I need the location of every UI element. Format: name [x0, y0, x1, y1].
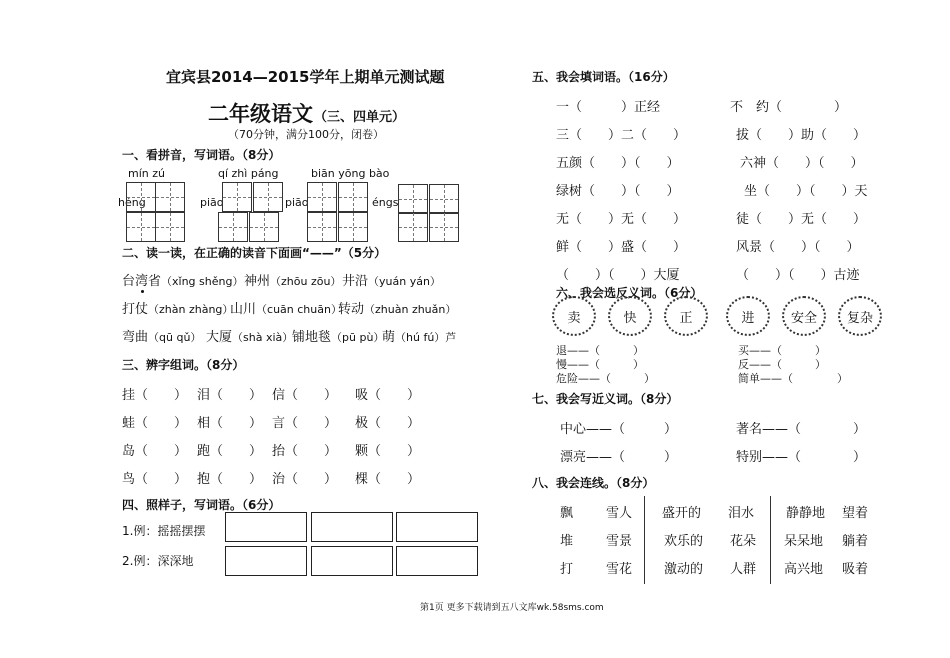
antonym-item: 退——（ ）: [556, 344, 644, 357]
pron-word: 台湾省（xǐng shěng）: [122, 274, 244, 289]
match-word[interactable]: 激动的: [664, 562, 704, 577]
pinyin-4: héng: [118, 196, 146, 209]
char-item: 蛙（ ）: [122, 416, 188, 431]
example-2: 2.例：深深地: [122, 554, 194, 568]
synonym-item: 特别——（ ）: [736, 450, 867, 465]
pron-word: 神州（zhōu zōu）: [244, 274, 342, 289]
char-item: 泪（ ）: [197, 388, 263, 403]
writing-box[interactable]: [429, 184, 459, 214]
antonym-item: 反——（ ）: [738, 358, 826, 371]
writing-box[interactable]: [307, 182, 337, 212]
char-item: 鸟（ ）: [122, 472, 188, 487]
char-item: 跑（ ）: [197, 444, 263, 459]
writing-box[interactable]: [429, 212, 459, 242]
fill-item: 绿树（ ）（ ）: [556, 184, 680, 199]
antonym-item: 危险——（ ）: [556, 372, 655, 385]
pinyin-7: éngs: [372, 196, 399, 209]
match-word[interactable]: 人群: [730, 562, 757, 577]
match-word[interactable]: 呆呆地: [784, 534, 824, 549]
flower-word: 快: [608, 296, 652, 336]
fill-item: 鲜（ ）盛（ ）: [556, 240, 687, 255]
pron-word: 萌（hú fú）芦: [382, 330, 457, 345]
char-item: 抬（ ）: [272, 444, 338, 459]
pron-word: 打仗（zhàn zhàng）: [122, 302, 234, 317]
column-divider: [644, 496, 645, 584]
flower-word: 进: [726, 296, 770, 336]
writing-box[interactable]: [338, 212, 368, 242]
char-item: 抱（ ）: [197, 472, 263, 487]
writing-box[interactable]: [398, 212, 428, 242]
char-item: 岛（ ）: [122, 444, 188, 459]
fill-item: 不 约（ ）: [730, 100, 848, 115]
section-5-heading: 五、我会填词语。（16分）: [532, 70, 675, 84]
writing-box[interactable]: [249, 212, 279, 242]
match-word[interactable]: 静静地: [786, 506, 826, 521]
writing-box[interactable]: [126, 182, 156, 212]
section-7-heading: 七、我会写近义词。（8分）: [532, 392, 679, 406]
match-word[interactable]: 飘: [560, 506, 574, 521]
exam-title: 宜宾县2014—2015学年上期单元测试题: [166, 68, 445, 86]
pinyin-1: mín zú: [128, 167, 165, 180]
writing-box[interactable]: [155, 182, 185, 212]
answer-box[interactable]: [311, 512, 393, 542]
pinyin-5: piāo: [200, 196, 224, 209]
answer-box[interactable]: [311, 546, 393, 576]
writing-box[interactable]: [338, 182, 368, 212]
antonym-item: 简单——（ ）: [738, 372, 848, 385]
fill-item: 无（ ）无（ ）: [556, 212, 687, 227]
grade-subject: 二年级语文: [208, 102, 313, 126]
char-item: 极（ ）: [355, 416, 421, 431]
exam-info: （70分钟，满分100分，闭卷）: [228, 128, 384, 141]
match-word[interactable]: 打: [560, 562, 574, 577]
pron-word: 弯曲（qū qǔ）: [122, 330, 202, 345]
pinyin-2: qí zhì páng: [218, 167, 279, 180]
answer-box[interactable]: [225, 512, 307, 542]
page-footer: 第1页 更多下载请到五八文库wk.58sms.com: [420, 603, 604, 613]
fill-item: 六神（ ）（ ）: [740, 156, 864, 171]
flower-word: 复杂: [838, 296, 882, 336]
match-word[interactable]: 盛开的: [662, 506, 702, 521]
match-word[interactable]: 吸着: [842, 562, 869, 577]
match-word[interactable]: 躺着: [842, 534, 869, 549]
char-item: 信（ ）: [272, 388, 338, 403]
units-label: （三、四单元）: [314, 110, 406, 125]
pron-word: 井沿（yuán yán）: [342, 274, 441, 289]
match-word[interactable]: 高兴地: [784, 562, 824, 577]
section-6-heading: 六、我会选反义词。（6分）: [556, 286, 703, 300]
fill-item: 坐（ ）（ ）天: [744, 184, 868, 199]
section-3-heading: 三、辨字组词。（8分）: [122, 358, 245, 372]
fill-item: 一（ ）正经: [556, 100, 661, 115]
char-item: 棵（ ）: [355, 472, 421, 487]
synonym-item: 中心——（ ）: [560, 422, 678, 437]
flower-word: 正: [664, 296, 708, 336]
char-item: 颗（ ）: [355, 444, 421, 459]
writing-box[interactable]: [126, 212, 156, 242]
answer-box[interactable]: [225, 546, 307, 576]
match-word[interactable]: 雪景: [606, 534, 633, 549]
fill-item: 五颜（ ）（ ）: [556, 156, 680, 171]
char-item: 挂（ ）: [122, 388, 188, 403]
match-word[interactable]: 望着: [842, 506, 869, 521]
pinyin-3: biān yōng bào: [311, 167, 390, 180]
writing-box[interactable]: [307, 212, 337, 242]
match-word[interactable]: 雪花: [606, 562, 633, 577]
match-word[interactable]: 泪水: [728, 506, 755, 521]
fill-item: 徒（ ）无（ ）: [736, 212, 867, 227]
pron-word: 山川（cuān chuān）: [230, 302, 342, 317]
pinyin-6: piāo: [285, 196, 309, 209]
antonym-item: 慢——（ ）: [556, 358, 644, 371]
pron-word: 铺地毯（pū pù）: [292, 330, 385, 345]
match-word[interactable]: 堆: [560, 534, 574, 549]
char-item: 言（ ）: [272, 416, 338, 431]
fill-item: 三（ ）二（ ）: [556, 128, 687, 143]
section-4-heading: 四、照样子，写词语。（6分）: [122, 498, 281, 512]
writing-box[interactable]: [218, 212, 248, 242]
answer-box[interactable]: [396, 546, 478, 576]
flower-word: 安全: [782, 296, 826, 336]
column-divider: [770, 496, 771, 584]
section-1-heading: 一、看拼音，写词语。（8分）: [122, 148, 281, 162]
antonym-item: 买——（ ）: [738, 344, 826, 357]
section-8-heading: 八、我会连线。（8分）: [532, 476, 655, 490]
fill-item: （ ）（ ）大厦: [556, 268, 680, 283]
match-word[interactable]: 雪人: [606, 506, 633, 521]
fill-item: 拔（ ）助（ ）: [736, 128, 867, 143]
fill-item: 风景（ ）（ ）: [736, 240, 860, 255]
section-2-heading: 二、读一读，在正确的读音下面画“——”（5分）: [122, 246, 387, 260]
fill-item: （ ）（ ）古迹: [736, 268, 860, 283]
synonym-item: 著名——（ ）: [736, 422, 867, 437]
writing-box[interactable]: [155, 212, 185, 242]
writing-box[interactable]: [398, 184, 428, 214]
pron-word: 大厦（shà xià）: [206, 330, 294, 345]
pron-word: 转动（zhuàn zhuǎn）: [338, 302, 457, 317]
flower-word: 卖: [552, 296, 596, 336]
answer-box[interactable]: [396, 512, 478, 542]
char-item: 相（ ）: [197, 416, 263, 431]
writing-box[interactable]: [253, 182, 283, 212]
match-word[interactable]: 欢乐的: [664, 534, 704, 549]
match-word[interactable]: 花朵: [730, 534, 757, 549]
char-item: 治（ ）: [272, 472, 338, 487]
writing-box[interactable]: [222, 182, 252, 212]
synonym-item: 漂亮——（ ）: [560, 450, 678, 465]
char-item: 吸（ ）: [355, 388, 421, 403]
example-1: 1.例：摇摇摆摆: [122, 524, 206, 538]
